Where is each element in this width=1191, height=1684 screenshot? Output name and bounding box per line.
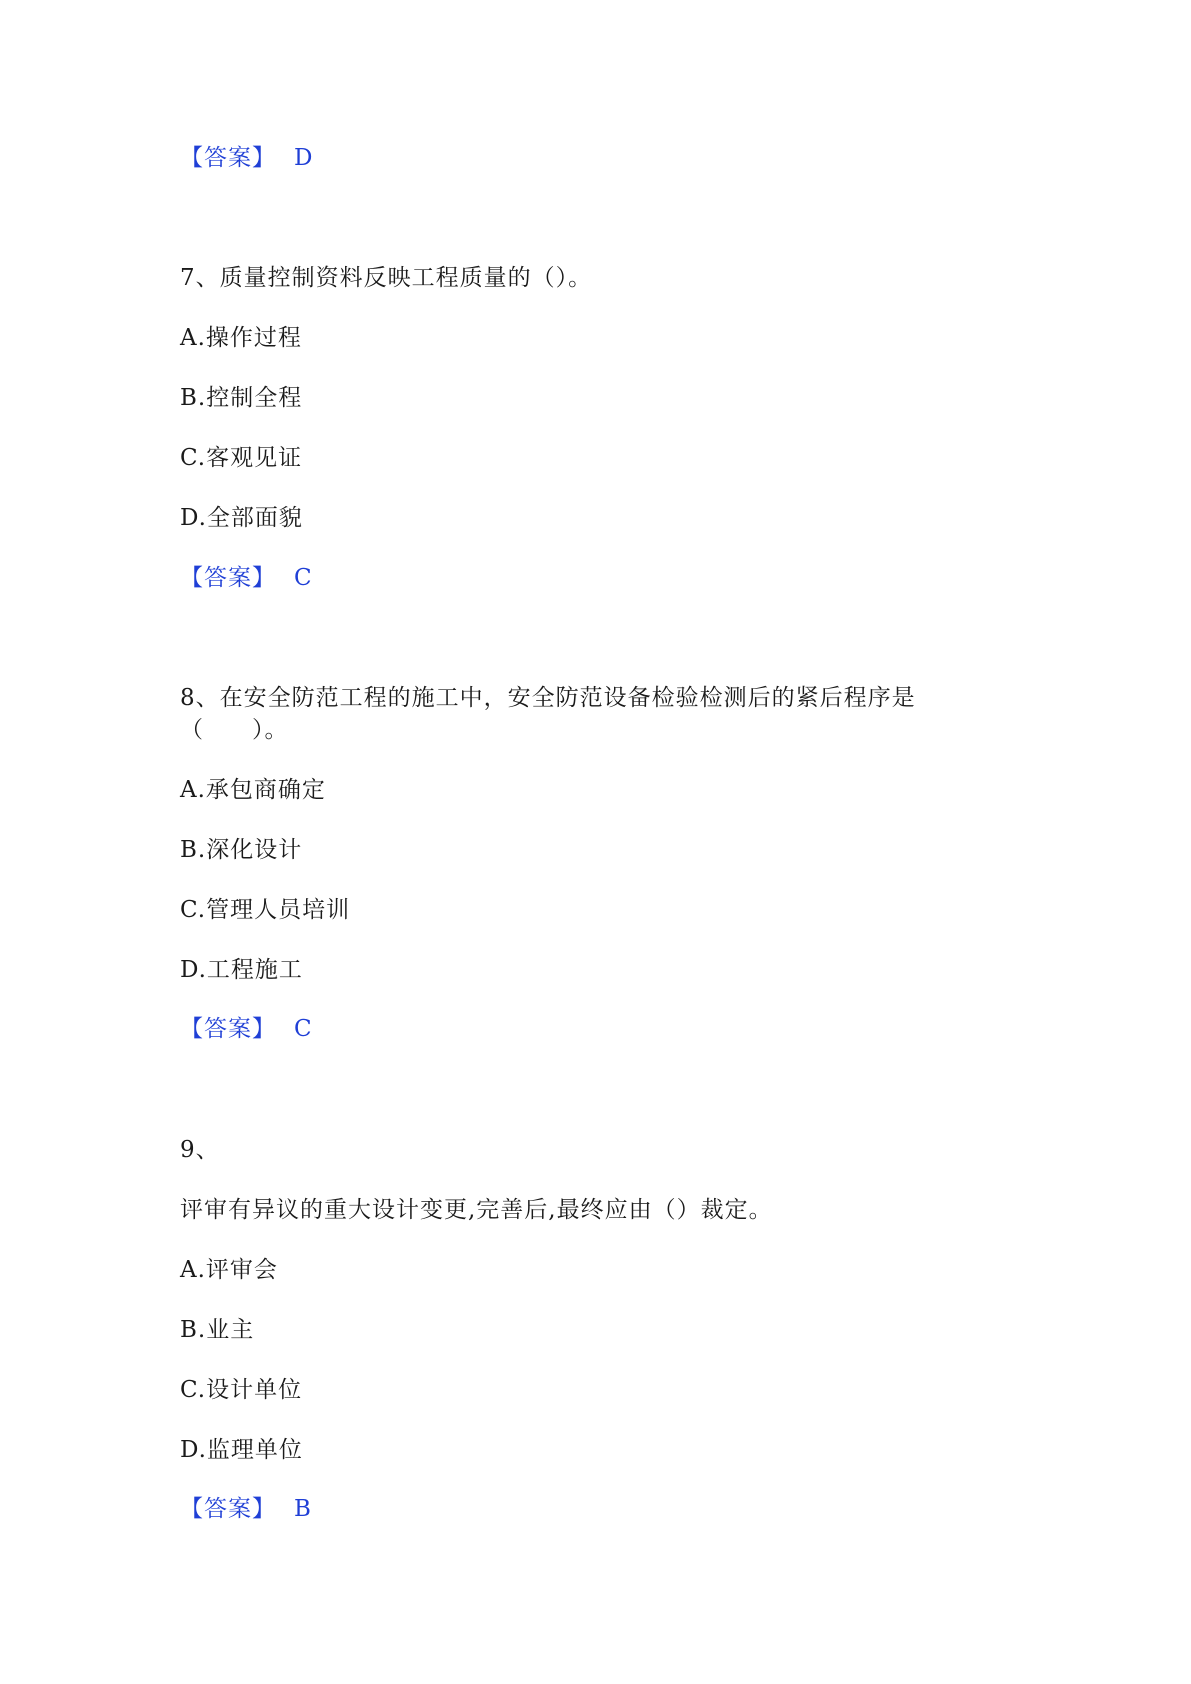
question-8-option-a: A.承包商确定 (180, 777, 326, 803)
answer-value: C (294, 565, 313, 591)
question-7-option-a: A.操作过程 (180, 325, 302, 351)
question-9-number: 9、 (180, 1137, 220, 1163)
question-9-stem: 评审有异议的重大设计变更,完善后,最终应由（）裁定。 (180, 1197, 773, 1223)
question-8-option-b: B.深化设计 (180, 837, 303, 863)
question-7-option-b: B.控制全程 (180, 385, 303, 411)
question-8-option-d: D.工程施工 (180, 957, 303, 983)
question-8-stem-line2: （ ）。 (180, 717, 289, 743)
question-9-option-a: A.评审会 (180, 1257, 278, 1283)
question-7-option-d: D.全部面貌 (180, 505, 303, 531)
answer-label: 【答案】 (180, 145, 276, 171)
question-9-option-b: B.业主 (180, 1317, 255, 1343)
question-7-stem: 7、质量控制资料反映工程质量的（）。 (180, 265, 593, 291)
question-8-option-c: C.管理人员培训 (180, 897, 351, 923)
question-8-answer (180, 1014, 313, 1044)
answer-label: 【答案】 (180, 565, 276, 591)
question-7-answer (180, 563, 313, 593)
answer-label: 【答案】 (180, 1016, 276, 1042)
answer-label: 【答案】 (180, 1496, 276, 1522)
top-answer (180, 143, 313, 173)
answer-value: B (294, 1496, 312, 1522)
answer-value: C (294, 1016, 313, 1042)
answer-value: D (294, 145, 314, 171)
question-9-answer (180, 1494, 312, 1524)
question-7-option-c: C.客观见证 (180, 445, 303, 471)
question-8-stem-line1: 8、在安全防范工程的施工中，安全防范设备检验检测后的紧后程序是 (180, 685, 916, 711)
question-9-option-c: C.设计单位 (180, 1377, 303, 1403)
question-9-option-d: D.监理单位 (180, 1437, 303, 1463)
